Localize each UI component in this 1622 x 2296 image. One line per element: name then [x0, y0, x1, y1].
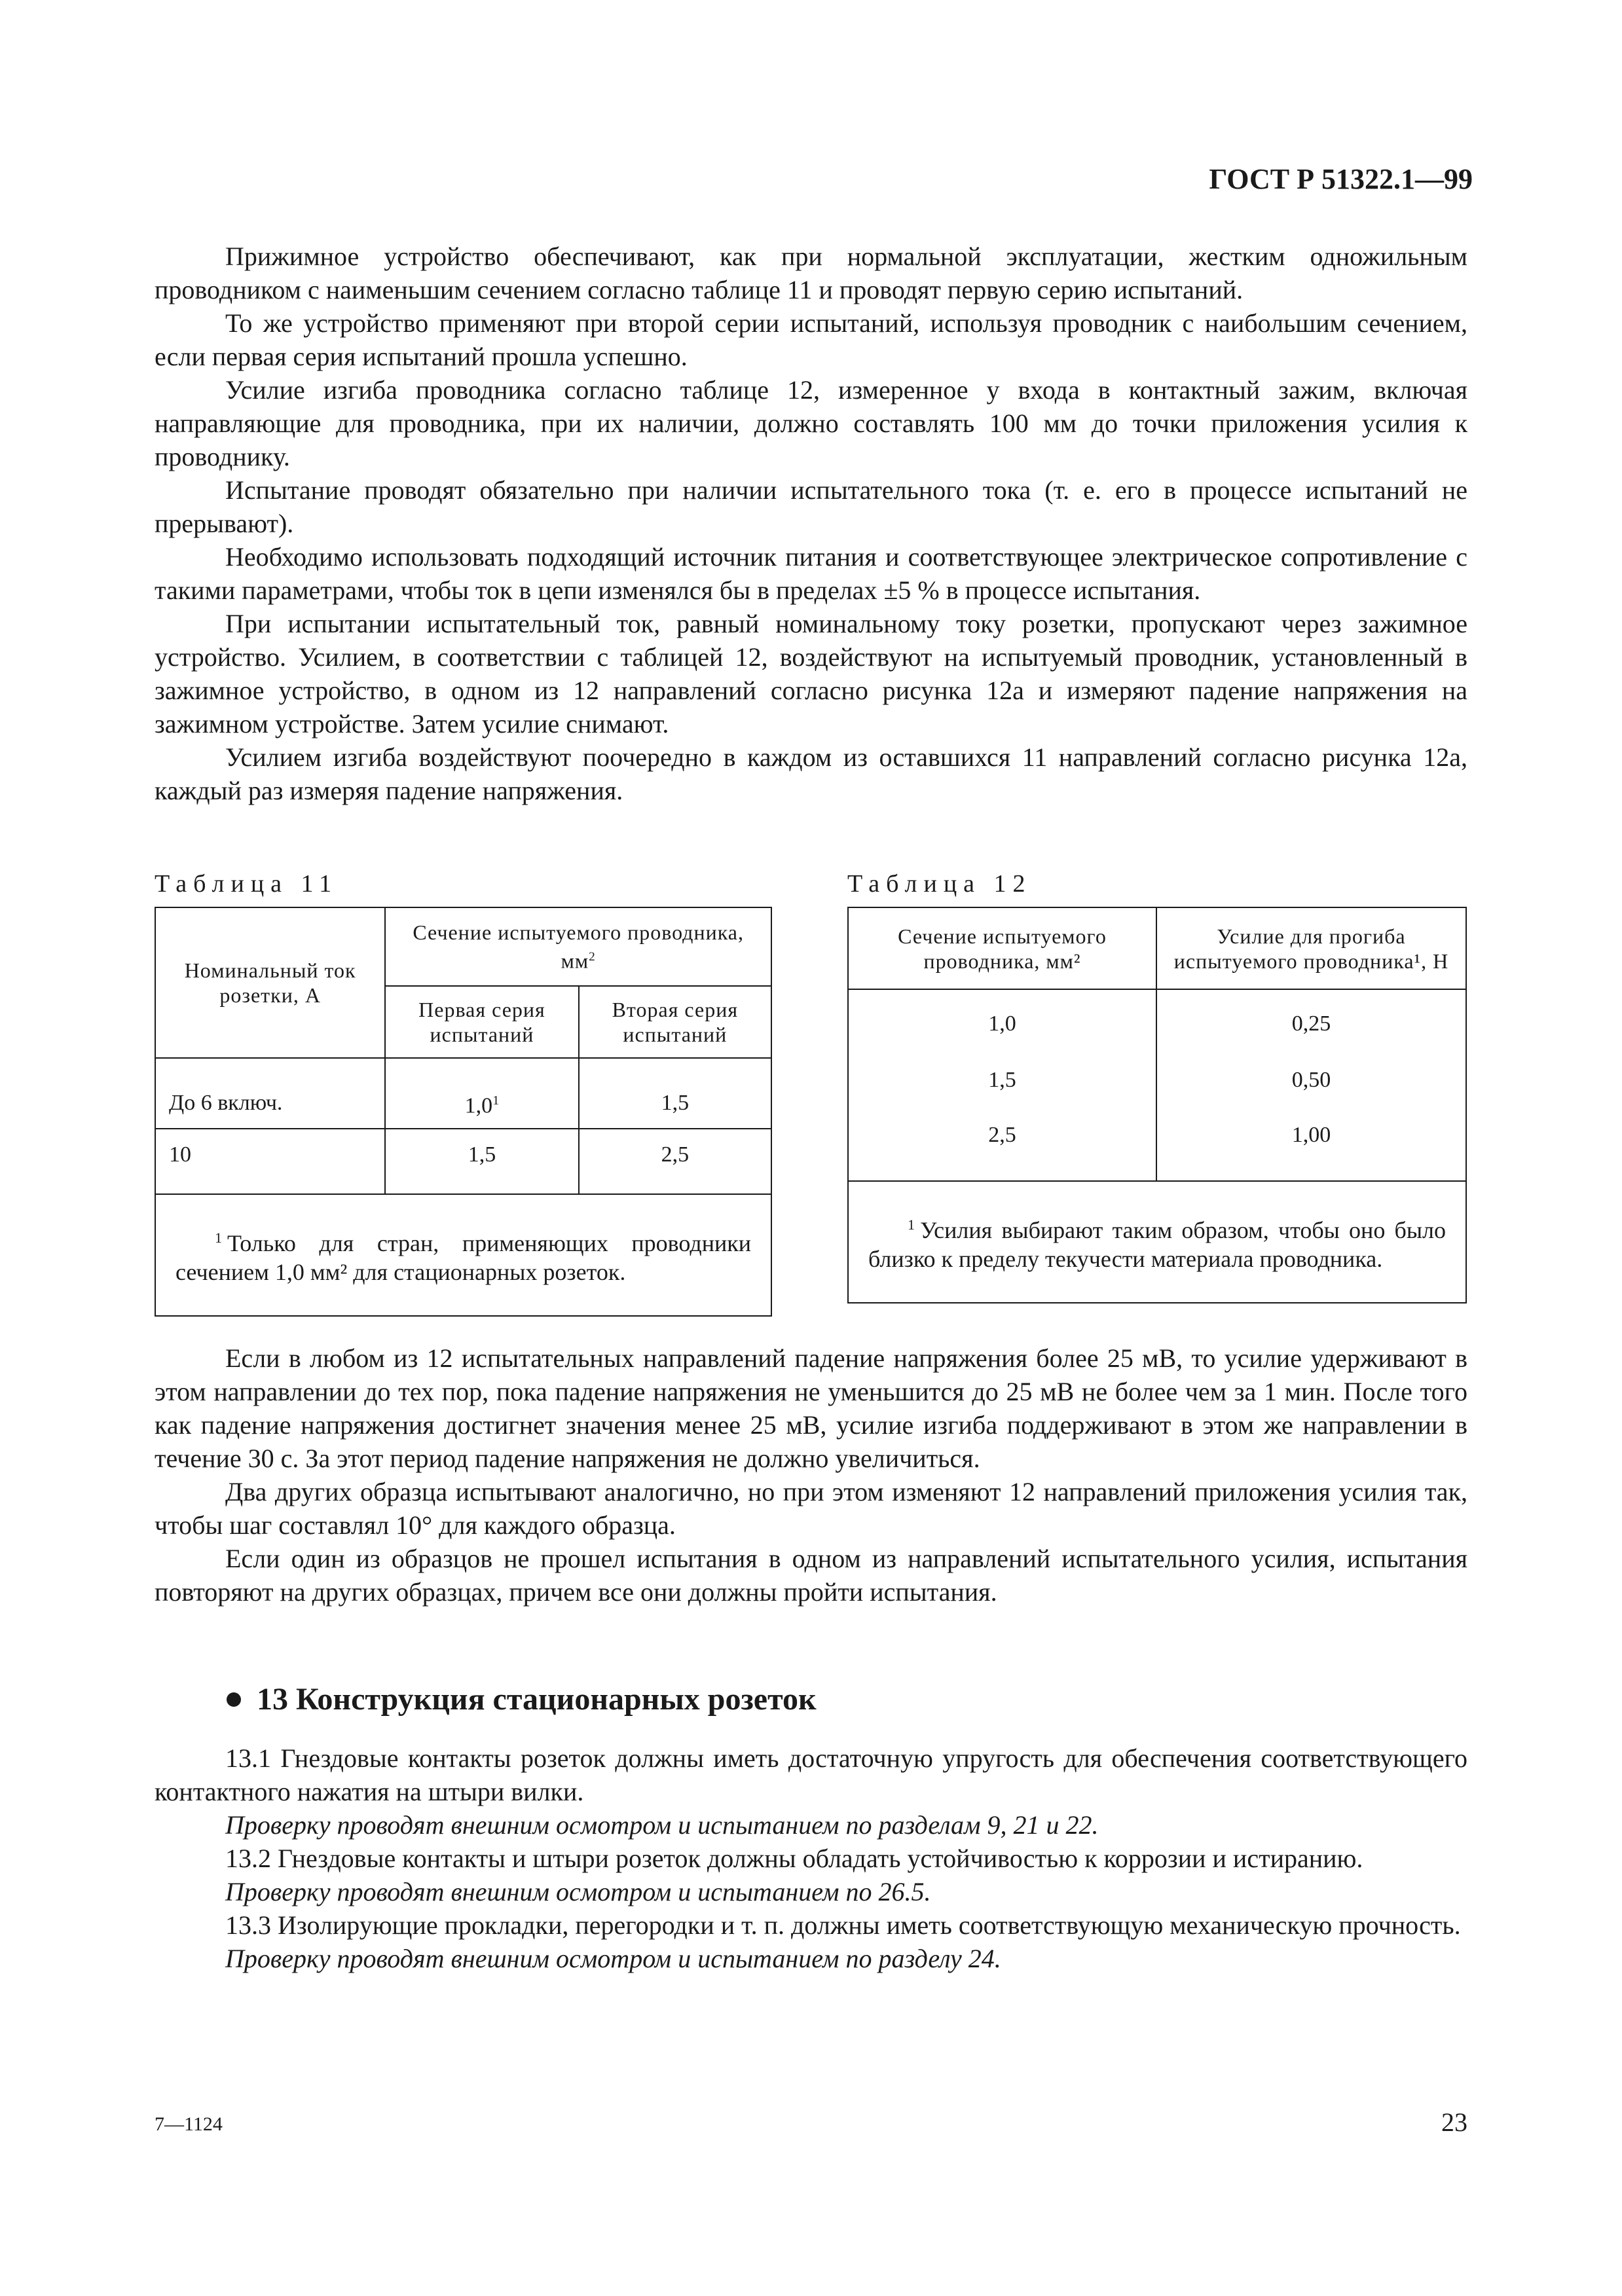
section-title: 13 Конструкция стационарных розеток	[257, 1682, 817, 1717]
table-12-header-section: Сечение испытуемого проводника, мм²	[848, 907, 1156, 989]
header-text: Номинальный ток розетки, А	[184, 958, 356, 1007]
table-11-footnote	[155, 1194, 771, 1316]
footnote-mark: 1	[908, 1216, 915, 1233]
middle-text-block	[155, 1341, 1467, 1609]
header-text: Сечение испытуемого проводника, мм	[413, 920, 744, 973]
value: 1,0	[464, 1093, 493, 1118]
paragraph: То же устройство применяют при второй серии испытаний, используя проводник с наибольшим сечением, если первая серия испытаний прошла успешно.	[155, 308, 1467, 371]
paragraph-italic: Проверку проводят внешним осмотром и испытанием по разделам 9, 21 и 22.	[225, 1810, 1099, 1840]
paragraph: Усилие изгиба проводника согласно таблице 12, измеренное у входа в контактный зажим, включая направляющие для проводника, при их наличии, должно составлять 100 мм до точки приложения усилия к проводнику.	[155, 375, 1467, 471]
table-12-caption: Таблица 12	[847, 870, 1032, 898]
cell-second: 2,5	[579, 1129, 771, 1194]
superscript: 1	[492, 1093, 500, 1108]
table-12-header-force: Усилие для прогиба испытуемого проводника¹, Н	[1156, 907, 1466, 989]
table-row	[848, 989, 1466, 1051]
page-number: 23	[1441, 2107, 1467, 2137]
section-heading	[227, 1681, 817, 1717]
paragraph: Усилием изгиба воздействуют поочередно в каждом из оставшихся 11 направлений согласно рисунка 12а, каждый раз измеряя падение напряжения.	[155, 742, 1467, 805]
cell-section: 2,5	[848, 1109, 1156, 1181]
footnote-mark: 1	[215, 1230, 222, 1246]
cell-force: 0,50	[1156, 1051, 1466, 1109]
document-id-header: ГОСТ Р 51322.1—99	[1209, 163, 1473, 195]
print-code: 7—1124	[155, 2113, 223, 2135]
table-row	[848, 1051, 1466, 1109]
cell-first	[385, 1058, 578, 1129]
paragraph: 13.1 Гнездовые контакты розеток должны иметь достаточную упругость для обеспечения соответствующего контактного нажатия на штыри вилки.	[155, 1743, 1467, 1806]
cell-current: 10	[155, 1129, 385, 1194]
cell-force: 1,00	[1156, 1109, 1466, 1181]
section-text-block	[155, 1741, 1467, 1975]
table-11-header-current	[155, 907, 385, 1058]
cell-section: 1,0	[848, 989, 1156, 1051]
cell-force: 0,25	[1156, 989, 1466, 1051]
table-11-header-section	[385, 907, 771, 986]
top-text-block	[155, 240, 1467, 807]
table-11-header-first-series: Первая серия испытаний	[385, 986, 578, 1058]
table-11-caption: Таблица 11	[155, 870, 339, 898]
paragraph: Если один из образцов не прошел испытания в одном из направлений испытательного усилия, испытания повторяют на других образцах, причем все они должны пройти испытания.	[155, 1544, 1467, 1607]
paragraph: Прижимное устройство обеспечивают, как при нормальной эксплуатации, жестким одножильным проводником с наименьшим сечением согласно таблице 11 и проводят первую серию испытаний.	[155, 242, 1467, 304]
cell-section: 1,5	[848, 1051, 1156, 1109]
table-12-footnote	[848, 1181, 1466, 1303]
footnote-text: Только для стран, применяющих проводники сечением 1,0 мм² для стационарных розеток.	[175, 1230, 751, 1285]
paragraph-italic: Проверку проводят внешним осмотром и испытанием по разделу 24.	[225, 1944, 1001, 1973]
cell-second: 1,5	[579, 1058, 771, 1129]
cell-first: 1,5	[385, 1129, 578, 1194]
table-row	[155, 1129, 771, 1194]
paragraph: Необходимо использовать подходящий источник питания и соответствующее электрическое сопротивление с такими параметрами, чтобы ток в цепи изменялся бы в пределах ±5 % в процессе испытания.	[155, 542, 1467, 605]
cell-current: До 6 включ.	[155, 1058, 385, 1129]
table-row	[848, 1109, 1466, 1181]
paragraph: Два других образца испытывают аналогично, но при этом изменяют 12 направлений приложения усилия так, чтобы шаг составлял 10° для каждого образца.	[155, 1477, 1467, 1540]
table-11-header-second-series: Вторая серия испытаний	[579, 986, 771, 1058]
table-11	[155, 907, 772, 1317]
bullet-icon	[227, 1692, 241, 1707]
superscript: 2	[589, 950, 596, 964]
paragraph: Если в любом из 12 испытательных направлений падение напряжения более 25 мВ, то усилие удерживают в этом направлении до тех пор, пока падение напряжения не уменьшится до 25 мВ не более чем за 1 мин. После того как падение напряжения достигнет значения менее 25 мВ, усилие изгиба поддерживают в этом же направлении в течение 30 с. За этот период падение напряжения не должно увеличиться.	[155, 1343, 1467, 1473]
paragraph: Испытание проводят обязательно при наличии испытательного тока (т. е. его в процессе испытаний не прерывают).	[155, 475, 1467, 538]
paragraph: 13.3 Изолирующие прокладки, перегородки и т. п. должны иметь соответствующую механическую прочность.	[225, 1910, 1461, 1940]
paragraph: 13.2 Гнездовые контакты и штыри розеток должны обладать устойчивостью к коррозии и истиранию.	[225, 1844, 1363, 1873]
paragraph: При испытании испытательный ток, равный номинальному току розетки, пропускают через зажимное устройство. Усилием, в соответствии с таблицей 12, воздействуют на испытуемый проводник, установленный в зажимное устройство, в одном из 12 направлений согласно рисунка 12а и измеряют падение напряжения на зажимном устройстве. Затем усилие снимают.	[155, 609, 1467, 738]
table-row	[155, 1058, 771, 1129]
footnote-text: Усилия выбирают таким образом, чтобы оно было близко к пределу текучести материала проводника.	[868, 1217, 1446, 1272]
table-12	[847, 907, 1467, 1303]
paragraph-italic: Проверку проводят внешним осмотром и испытанием по 26.5.	[225, 1877, 931, 1906]
